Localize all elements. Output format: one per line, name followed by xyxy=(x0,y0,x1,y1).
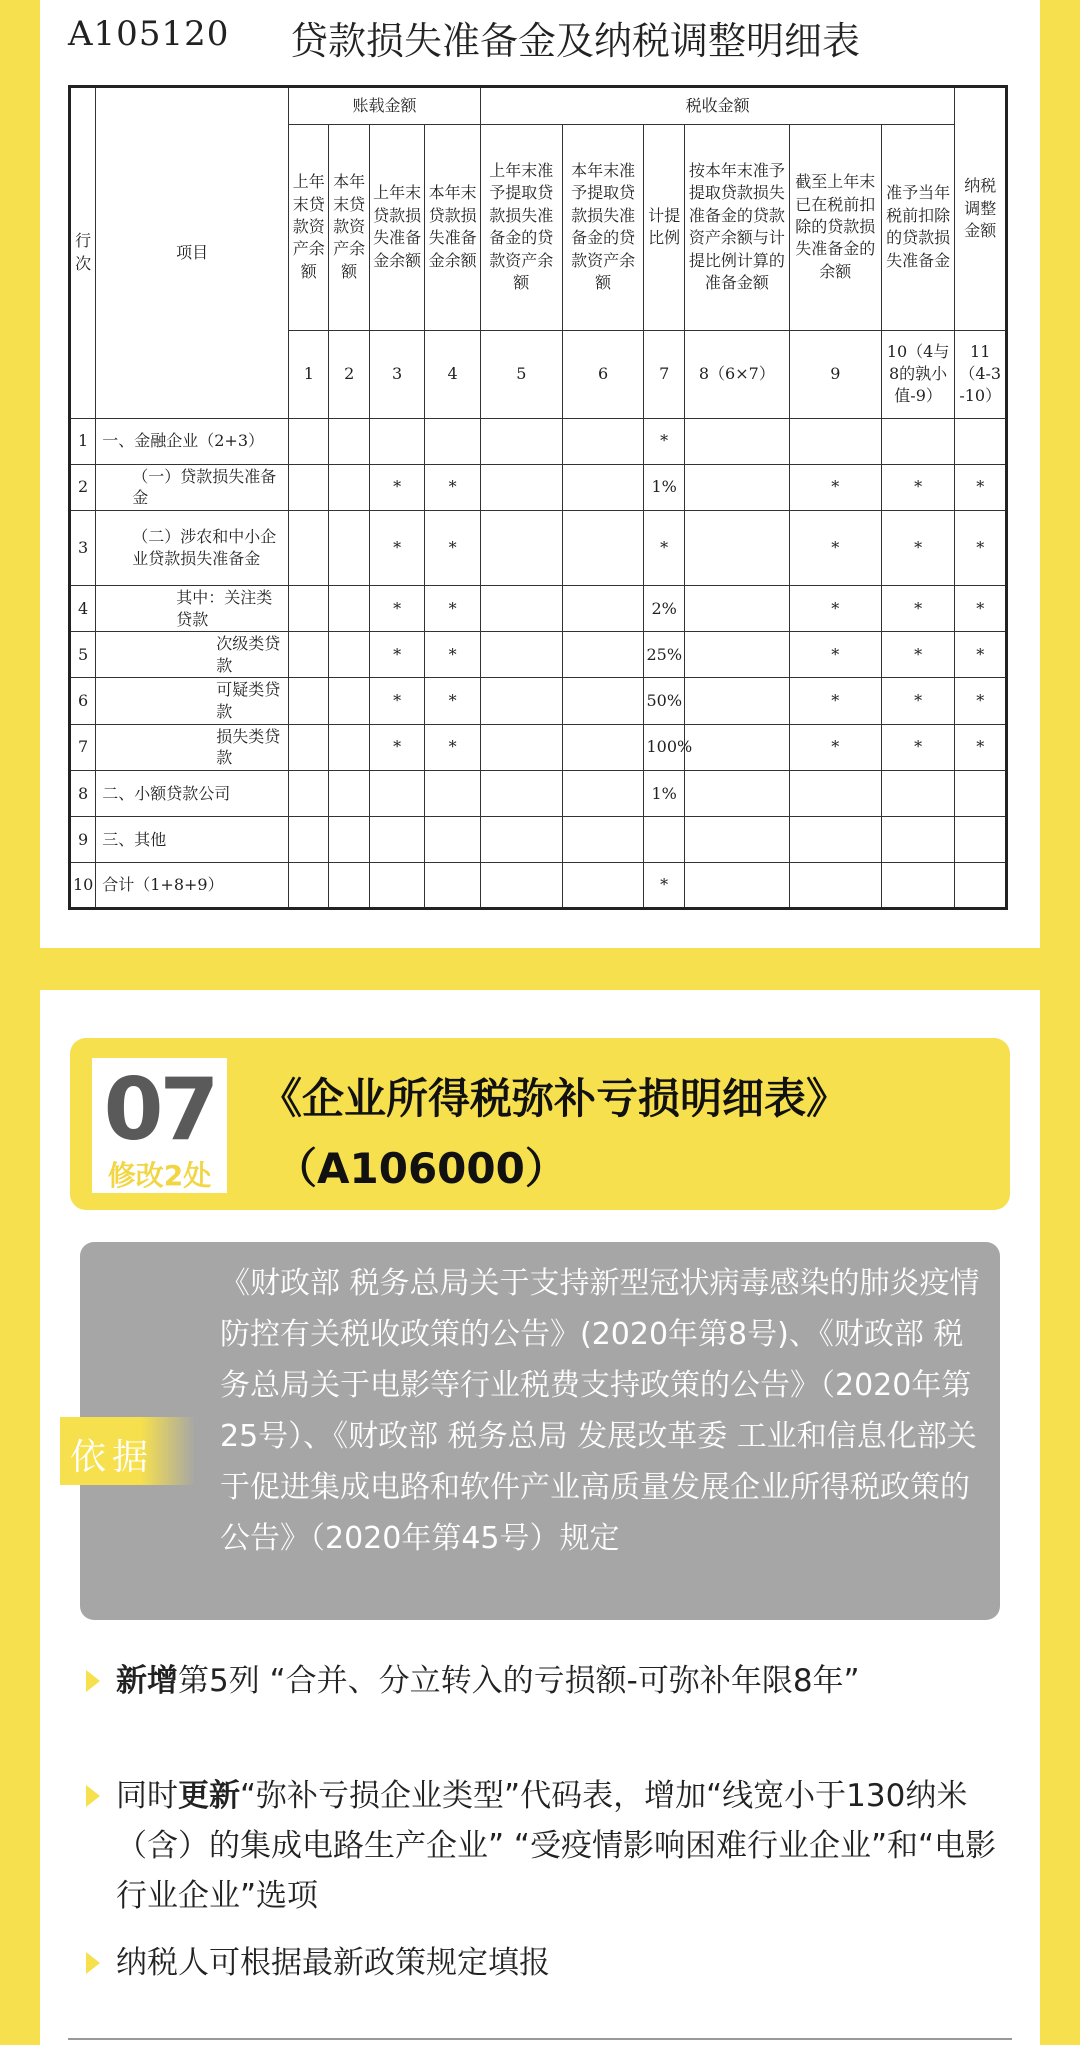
table-cell: * xyxy=(789,586,881,632)
basis-text: 《财政部 税务总局关于支持新型冠状病毒感染的肺炎疫情防控有关税收政策的公告》(2020年第8号)、《财政部 税务总局关于电影等行业税费支持政策的公告》（2020年第25号）、《财政部 税务总局 发展改革委 工业和信息化部关于促进集成电路和软件产业高质量发展企业所得税政策的公告》（2020年第45号）规定 xyxy=(220,1266,980,1556)
col-header: 纳税调整金额 xyxy=(955,87,1007,331)
table-cell: 1% xyxy=(644,770,684,816)
table-cell xyxy=(955,862,1007,908)
table-cell xyxy=(289,418,329,464)
table-cell xyxy=(789,816,881,862)
col-header: 本年末贷款资产余额 xyxy=(329,124,369,330)
table-cell: * xyxy=(789,724,881,770)
table-cell xyxy=(684,418,789,464)
row-item: 二、小额贷款公司 xyxy=(96,770,289,816)
table-cell: * xyxy=(425,510,481,585)
table-cell xyxy=(480,724,562,770)
row-number: 3 xyxy=(70,510,96,585)
table-cell xyxy=(329,510,369,585)
table-cell: * xyxy=(369,724,425,770)
table-cell: * xyxy=(881,586,955,632)
bullet-item xyxy=(92,1771,1012,1921)
table-cell: * xyxy=(955,586,1007,632)
col-header: 本年末准予提取贷款损失准备金的贷款资产余额 xyxy=(562,124,644,330)
table-cell xyxy=(329,418,369,464)
table-cell xyxy=(562,510,644,585)
col-header: 本年末贷款损失准备金余额 xyxy=(425,124,481,330)
form-title: 贷款损失准备金及纳税调整明细表 xyxy=(290,19,861,63)
table-cell xyxy=(289,724,329,770)
row-item: 一、金融企业（2+3） xyxy=(96,418,289,464)
table-cell xyxy=(684,510,789,585)
table-cell: * xyxy=(644,418,684,464)
table-cell xyxy=(425,418,481,464)
table-cell xyxy=(881,770,955,816)
table-cell xyxy=(562,464,644,510)
table-cell: * xyxy=(789,678,881,724)
group-tax: 税收金额 xyxy=(480,87,955,125)
table-cell: * xyxy=(789,464,881,510)
col-number: 5 xyxy=(480,330,562,418)
table-cell xyxy=(289,464,329,510)
section-code: （A106000） xyxy=(275,1144,567,1193)
table-cell xyxy=(644,816,684,862)
row-number: 7 xyxy=(70,724,96,770)
table-row xyxy=(70,632,1007,678)
basis-label-text: 依据 xyxy=(70,1437,155,1478)
table-cell: * xyxy=(425,464,481,510)
table-cell: * xyxy=(881,632,955,678)
table-cell xyxy=(955,770,1007,816)
table-cell xyxy=(789,862,881,908)
table-cell xyxy=(289,510,329,585)
table-cell xyxy=(289,678,329,724)
table-cell xyxy=(480,418,562,464)
table-cell xyxy=(480,770,562,816)
table-cell xyxy=(480,862,562,908)
table-cell xyxy=(480,678,562,724)
bullet-keyword: 更新 xyxy=(178,1778,240,1814)
table-cell xyxy=(329,862,369,908)
row-item: （二）涉农和中小企业贷款损失准备金 xyxy=(96,510,289,585)
col-number: 10（4与8的孰小值-9） xyxy=(881,330,955,418)
row-item: 其中：关注类贷款 xyxy=(96,586,289,632)
table-cell xyxy=(425,770,481,816)
row-number: 8 xyxy=(70,770,96,816)
col-header: 上年末准予提取贷款损失准备金的贷款资产余额 xyxy=(480,124,562,330)
table-cell xyxy=(329,586,369,632)
section-badge-subtitle: 修改2处 xyxy=(107,1159,212,1192)
bullet-keyword: 新增 xyxy=(116,1663,178,1699)
table-cell: 1% xyxy=(644,464,684,510)
form-code: A105120 xyxy=(68,14,230,54)
section-header xyxy=(70,1038,1010,1210)
bullet-text: “弥补亏损企业类型”代码表，增加“线宽小于130纳米（含）的集成电路生产企业” “受疫情影响困难行业企业”和“电影行业企业”选项 xyxy=(116,1778,997,1914)
table-cell xyxy=(369,816,425,862)
table-cell: * xyxy=(644,862,684,908)
table-cell xyxy=(789,418,881,464)
table-row xyxy=(70,464,1007,510)
table-cell: * xyxy=(369,510,425,585)
section-number: 07 xyxy=(103,1060,216,1160)
col-header: 准予当年税前扣除的贷款损失准备金 xyxy=(881,124,955,330)
bullet-text: 第5列 “合并、分立转入的亏损额-可弥补年限8年” xyxy=(178,1663,860,1699)
table-cell: * xyxy=(369,678,425,724)
table-cell xyxy=(562,862,644,908)
table-cell xyxy=(881,418,955,464)
table-cell xyxy=(684,816,789,862)
row-number: 1 xyxy=(70,418,96,464)
table-cell: * xyxy=(369,586,425,632)
table-cell xyxy=(881,816,955,862)
table-cell xyxy=(289,816,329,862)
table-cell xyxy=(425,862,481,908)
table-cell: * xyxy=(425,678,481,724)
table-cell: * xyxy=(369,464,425,510)
table-cell xyxy=(369,770,425,816)
table-cell xyxy=(684,724,789,770)
table-cell xyxy=(562,418,644,464)
table-cell: * xyxy=(955,678,1007,724)
table-cell xyxy=(789,770,881,816)
table-cell xyxy=(329,632,369,678)
table-cell xyxy=(881,862,955,908)
table-cell: 25% xyxy=(644,632,684,678)
table-row xyxy=(70,724,1007,770)
table-cell: * xyxy=(644,510,684,585)
table-cell: 2% xyxy=(644,586,684,632)
bullet-item xyxy=(92,1656,1012,1706)
row-item: 可疑类贷款 xyxy=(96,678,289,724)
table-cell: * xyxy=(369,632,425,678)
table-row xyxy=(70,770,1007,816)
row-number: 6 xyxy=(70,678,96,724)
table-cell xyxy=(955,418,1007,464)
row-number: 9 xyxy=(70,816,96,862)
section-badge xyxy=(92,1058,227,1193)
table-cell xyxy=(369,862,425,908)
table-cell xyxy=(480,586,562,632)
table-cell xyxy=(684,464,789,510)
col-header: 上年末贷款损失准备金余额 xyxy=(369,124,425,330)
col-number: 8（6×7） xyxy=(684,330,789,418)
section-panel xyxy=(40,990,1040,2045)
table-row xyxy=(70,510,1007,585)
table-cell: * xyxy=(955,464,1007,510)
table-cell xyxy=(562,770,644,816)
col-header: 上年末贷款资产余额 xyxy=(289,124,329,330)
table-cell xyxy=(684,770,789,816)
table-cell xyxy=(329,816,369,862)
col-header: 截至上年末已在税前扣除的贷款损失准备金的余额 xyxy=(789,124,881,330)
table-cell xyxy=(684,862,789,908)
bullet-prefix: 同时 xyxy=(116,1778,178,1814)
section-title: 《企业所得税弥补亏损明细表》 xyxy=(260,1074,849,1123)
basis-label xyxy=(60,1417,195,1485)
table-cell xyxy=(480,464,562,510)
col-row-no: 行次 xyxy=(70,87,96,419)
table-cell xyxy=(329,724,369,770)
table-cell xyxy=(480,816,562,862)
table-cell xyxy=(684,632,789,678)
table-row xyxy=(70,418,1007,464)
table-cell xyxy=(684,678,789,724)
table-cell xyxy=(425,816,481,862)
row-item: 合计（1+8+9） xyxy=(96,862,289,908)
table-cell: * xyxy=(881,464,955,510)
table-row xyxy=(70,862,1007,908)
col-header: 按本年末准予提取贷款损失准备金的贷款资产余额与计提比例计算的准备金额 xyxy=(684,124,789,330)
row-item: （一）贷款损失准备金 xyxy=(96,464,289,510)
table-cell: * xyxy=(425,586,481,632)
table-cell: * xyxy=(955,632,1007,678)
table-cell: * xyxy=(881,678,955,724)
col-item: 项目 xyxy=(96,87,289,419)
row-item: 损失类贷款 xyxy=(96,724,289,770)
table-row xyxy=(70,816,1007,862)
col-number: 6 xyxy=(562,330,644,418)
table-row xyxy=(70,678,1007,724)
table-cell: * xyxy=(955,724,1007,770)
table-cell xyxy=(562,586,644,632)
row-item: 次级类贷款 xyxy=(96,632,289,678)
col-number: 1 xyxy=(289,330,329,418)
row-item: 三、其他 xyxy=(96,816,289,862)
table-cell: * xyxy=(881,724,955,770)
table-cell xyxy=(562,678,644,724)
row-number: 4 xyxy=(70,586,96,632)
table-cell xyxy=(329,678,369,724)
table-cell xyxy=(955,816,1007,862)
table-cell: * xyxy=(789,510,881,585)
row-number: 5 xyxy=(70,632,96,678)
col-number: 9 xyxy=(789,330,881,418)
table-cell: 100% xyxy=(644,724,684,770)
bullet-item xyxy=(92,1938,1012,1988)
table-cell xyxy=(289,862,329,908)
table-cell: * xyxy=(881,510,955,585)
col-number: 11（4-3-10） xyxy=(955,330,1007,418)
table-cell xyxy=(329,770,369,816)
table-cell xyxy=(562,816,644,862)
form-panel xyxy=(40,0,1040,948)
table-cell: 50% xyxy=(644,678,684,724)
table-row xyxy=(70,586,1007,632)
table-cell xyxy=(289,586,329,632)
table-cell xyxy=(684,586,789,632)
arrow-icon xyxy=(86,1952,100,1974)
table-cell: * xyxy=(425,632,481,678)
table-cell: * xyxy=(955,510,1007,585)
table-cell: * xyxy=(425,724,481,770)
arrow-icon xyxy=(86,1785,100,1807)
row-number: 10 xyxy=(70,862,96,908)
col-header: 计提比例 xyxy=(644,124,684,330)
row-number: 2 xyxy=(70,464,96,510)
table-cell xyxy=(369,418,425,464)
col-number: 7 xyxy=(644,330,684,418)
col-number: 2 xyxy=(329,330,369,418)
table-cell xyxy=(480,510,562,585)
table-cell xyxy=(480,632,562,678)
bullet-text: 纳税人可根据最新政策规定填报 xyxy=(116,1945,550,1981)
col-number: 3 xyxy=(369,330,425,418)
table-cell: * xyxy=(789,632,881,678)
table-cell xyxy=(289,632,329,678)
table-cell xyxy=(289,770,329,816)
table-cell xyxy=(329,464,369,510)
group-book: 账载金额 xyxy=(289,87,481,125)
table-cell xyxy=(562,724,644,770)
table-cell xyxy=(562,632,644,678)
col-number: 4 xyxy=(425,330,481,418)
divider xyxy=(68,2038,1012,2040)
header-row-groups xyxy=(70,87,1007,125)
form-table xyxy=(68,85,1008,910)
arrow-icon xyxy=(86,1670,100,1692)
